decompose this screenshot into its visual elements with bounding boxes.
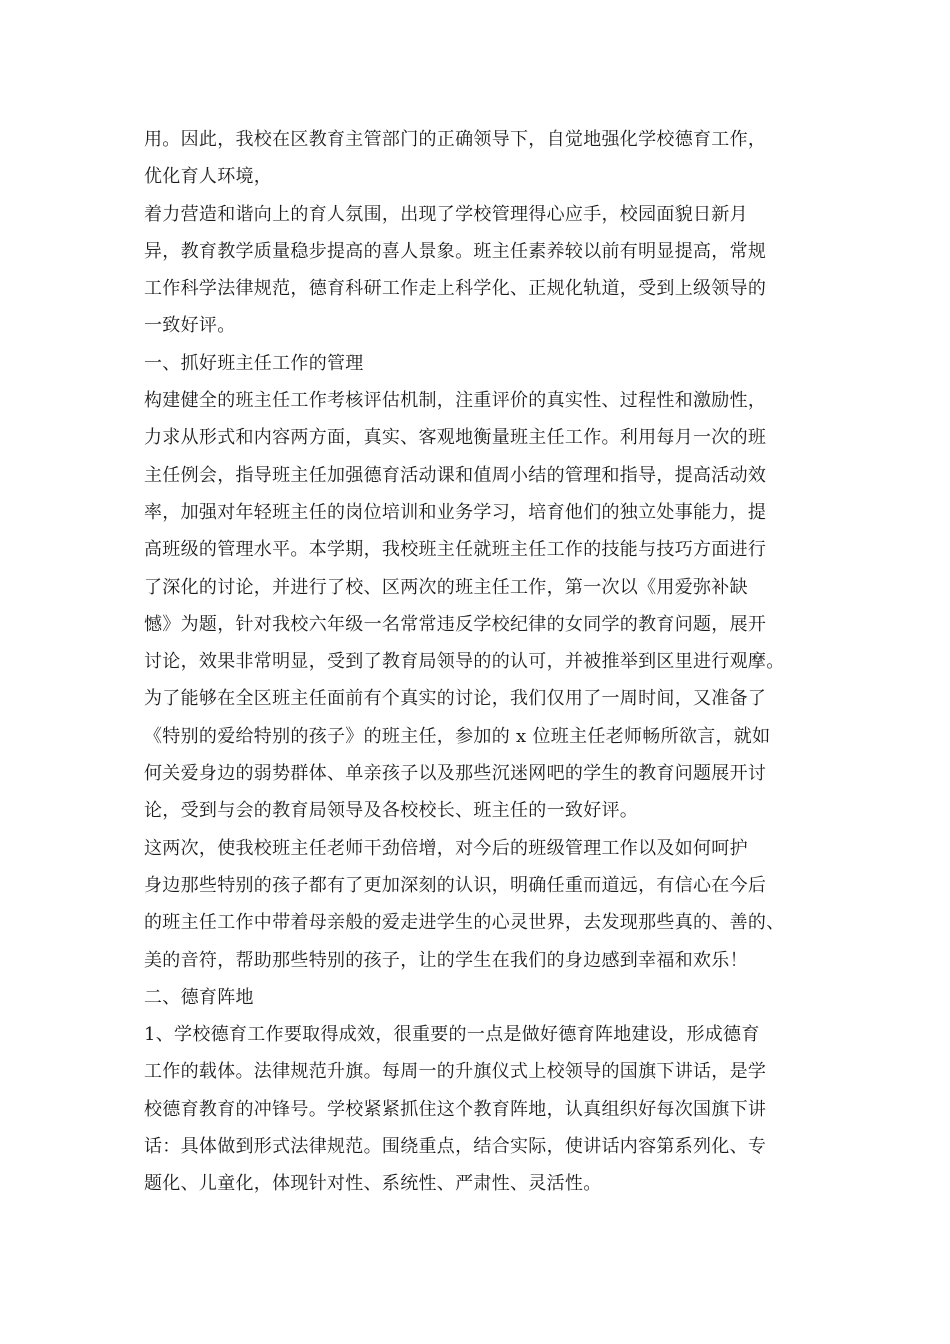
section-heading: 二、德育阵地 bbox=[144, 986, 254, 1008]
text-line: 《特别的爱给特别的孩子》的班主任，参加的 x 位班主任老师畅所欲言，就如 bbox=[144, 725, 771, 747]
text-line: 用。因此，我校在区教育主管部门的正确领导下，自觉地强化学校德育工作， bbox=[144, 129, 767, 150]
text-line: 力求从形式和内容两方面，真实、客观地衡量班主任工作。利用每月一次的班 bbox=[144, 427, 767, 449]
text-line: 1、学校德育工作要取得成效，很重要的一点是做好德育阵地建设，形成德育 bbox=[144, 1024, 760, 1046]
text-line: 为了能够在全区班主任面前有个真实的讨论，我们仅用了一周时间，又准备了 bbox=[144, 688, 767, 710]
text-line: 工作的载体。法律规范升旗。每周一的升旗仪式上校领导的国旗下讲话，是学 bbox=[144, 1061, 767, 1083]
text-line: 优化育人环境， bbox=[144, 166, 273, 188]
text-line: 率，加强对年轻班主任的岗位培训和业务学习，培育他们的独立处事能力，提 bbox=[144, 501, 767, 523]
text-line: 美的音符，帮助那些特别的孩子，让的学生在我们的身边感到幸福和欢乐！ bbox=[144, 949, 748, 971]
text-line: 高班级的管理水平。本学期，我校班主任就班主任工作的技能与技巧方面进行 bbox=[144, 539, 767, 561]
text-line: 身边那些特别的孩子都有了更加深刻的认识，明确任重而道远，有信心在今后 bbox=[144, 874, 767, 896]
text-line: 话：具体做到形式法律规范。围绕重点，结合实际，使讲话内容第系列化、专 bbox=[144, 1136, 767, 1158]
text-line: 何关爱身边的弱势群体、单亲孩子以及那些沉迷网吧的学生的教育问题展开讨 bbox=[144, 763, 767, 785]
text-line: 憾》为题，针对我校六年级一名常常违反学校纪律的女同学的教育问题，展开 bbox=[144, 613, 767, 635]
text-line: 的班主任工作中带着母亲般的爱走进学生的心灵世界，去发现那些真的、善的、 bbox=[144, 912, 785, 934]
text-line: 这两次，使我校班主任老师干劲倍增，对今后的班级管理工作以及如何呵护 bbox=[144, 837, 748, 859]
text-line: 论，受到与会的教育局领导及各校校长、班主任的一致好评。 bbox=[144, 800, 639, 822]
section-heading: 一、抓好班主任工作的管理 bbox=[144, 352, 364, 374]
text-line: 讨论，效果非常明显，受到了教育局领导的的认可，并被推举到区里进行观摩。 bbox=[144, 651, 785, 673]
text-line: 异，教育教学质量稳步提高的喜人景象。班主任素养较以前有明显提高，常规 bbox=[144, 240, 767, 262]
text-line: 构建健全的班主任工作考核评估机制，注重评价的真实性、过程性和激励性， bbox=[144, 390, 767, 412]
text-line: 一致好评。 bbox=[144, 315, 236, 337]
text-line: 题化、儿童化，体现针对性、系统性、严肃性、灵活性。 bbox=[144, 1173, 602, 1195]
text-line: 工作科学法律规范，德育科研工作走上科学化、正规化轨道，受到上级领导的 bbox=[144, 278, 767, 300]
text-line: 校德育教育的冲锋号。学校紧紧抓住这个教育阵地，认真组织好每次国旗下讲 bbox=[144, 1098, 767, 1120]
document-body bbox=[144, 121, 806, 1203]
text-line: 主任例会，指导班主任加强德育活动课和值周小结的管理和指导，提高活动效 bbox=[144, 464, 767, 486]
text-line: 着力营造和谐向上的育人氛围，出现了学校管理得心应手，校园面貌日新月 bbox=[144, 203, 748, 225]
text-line: 了深化的讨论，并进行了校、区两次的班主任工作，第一次以《用爱弥补缺 bbox=[144, 576, 748, 598]
